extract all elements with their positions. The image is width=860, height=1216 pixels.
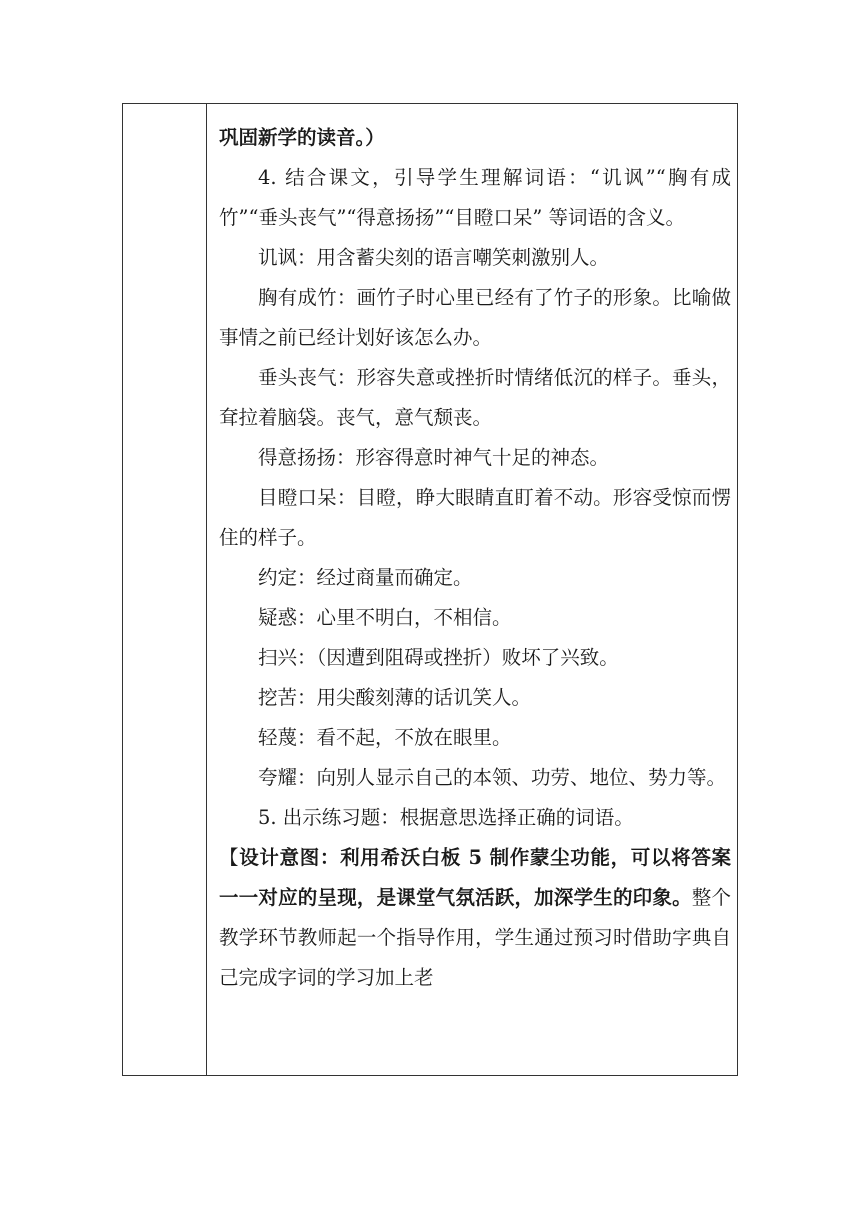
definition-qingmie: 轻蔑：看不起，不放在眼里。 xyxy=(258,726,512,749)
design-note-normal-text: 整个教学环节教师起一个指导作用，学生通过预习时借助字典自己完成字词的学习加上老 xyxy=(219,886,731,989)
definition-mudengkoudai: 目瞪口呆：目瞪，睁大眼睛直盯着不动。形容受惊而愣住的样子。 xyxy=(219,486,731,549)
paragraph-2: 4. 结合课文，引导学生理解词语：“讥讽”“胸有成竹”“垂头丧气”“得意扬扬”“目瞪口呆” 等词语的含义。 xyxy=(219,166,731,229)
paragraph-exercise: 5. 出示练习题：根据意思选择正确的词语。 xyxy=(258,806,634,829)
design-note xyxy=(219,838,731,998)
definition-waku: 挖苦：用尖酸刻薄的话讥笑人。 xyxy=(258,686,532,709)
definition-jifeng: 讥讽：用含蓄尖刻的语言嘲笑刺激别人。 xyxy=(258,246,610,269)
lesson-table xyxy=(122,103,738,1076)
table-left-column xyxy=(123,104,207,1075)
design-note-bold-text: 利用希沃白板 5 制作蒙尘功能，可以将答案一一对应的呈现，是课堂气氛活跃，加深学生的印象。 xyxy=(219,846,731,909)
definition-kuayao: 夸耀：向别人显示自己的本领、功劳、地位、势力等。 xyxy=(258,766,727,789)
definition-saoxing: 扫兴：（因遭到阻碍或挫折）败坏了兴致。 xyxy=(258,646,619,669)
definition-deyiyangyang: 得意扬扬：形容得意时神气十足的神态。 xyxy=(258,446,610,469)
definition-yihuo: 疑惑：心里不明白，不相信。 xyxy=(258,606,512,629)
design-note-bracket: 【 xyxy=(219,846,240,869)
design-note-label: 设计意图： xyxy=(239,846,341,869)
paragraph-1: 巩固新学的读音。） xyxy=(219,126,385,149)
definition-xiongyouchengzhu: 胸有成竹：画竹子时心里已经有了竹子的形象。比喻做事情之前已经计划好该怎么办。 xyxy=(219,286,731,349)
table-content-cell xyxy=(219,118,731,998)
definition-yueding: 约定：经过商量而确定。 xyxy=(258,566,473,589)
definition-chuitousangqi: 垂头丧气：形容失意或挫折时情绪低沉的样子。垂头，耷拉着脑袋。丧气，意气颓丧。 xyxy=(219,366,731,429)
